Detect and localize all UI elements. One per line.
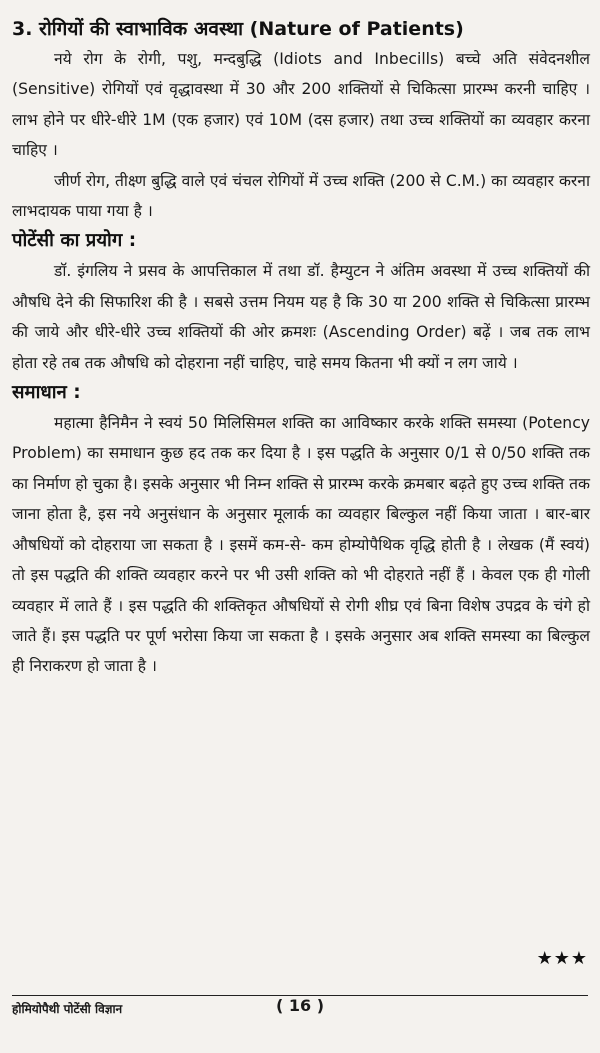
paragraph: डॉ. इंगलिय ने प्रसव के आपत्तिकाल में तथा डॉ. हैम्युटन ने अंतिम अवस्था में उच्च शक्तियों की औषधि देने की सिफारिश की है । सबसे उत्तम नियम यह है कि 30 या 200 शक्ति से चिकित्सा प्रारम्भ की जाये और धीरे-धीरे उच्च शक्तियों की ओर क्रमशः (Ascending Order) बढ़ें । जब तक लाभ होता रहे तब तक औषधि को दोहराना नहीं चाहिए, चाहे समय कितना भी क्यों न लग जाये । — [12, 262, 590, 372]
section-heading-potency-use: पोटेंसी का प्रयोग : — [12, 230, 137, 252]
page-body — [12, 14, 590, 682]
paragraph: नये रोग के रोगी, पशु, मन्दबुद्धि (Idiots and Inbecills) बच्चे अति संवेदनशील (Sensitive) रोगियों एवं वृद्धावस्था में 30 और 200 शक्तियों से चिकित्सा प्रारम्भ करनी चाहिए । लाभ होने पर धीरे-धीरे 1M (एक हजार) एवं 10M (दस हजार) तथा उच्च शक्तियों का व्यवहार करना चाहिए । — [12, 50, 590, 160]
page-footer — [12, 995, 588, 1030]
section-end-ornament: ★★★ — [536, 948, 588, 969]
paragraph: महात्मा हैनिमैन ने स्वयं 50 मिलिसिमल शक्ति का आविष्कार करके शक्ति समस्या (Potency Problem) का समाधान कुछ हद तक कर दिया है । इस पद्धति के अनुसार 0/1 से 0/50 शक्ति तक का निर्माण हो चुका है। इसके अनुसार भी निम्न शक्ति से प्रारम्भ करके क्रमबार बढ़ते हुए उच्च शक्ति तक जाना होता है, इस नये अनुसंधान के अनुसार मूलार्क का व्यवहार बिल्कुल नहीं किया जाता । बार-बार औषधियों को दोहराया जा सकता है । इसमें कम-से- कम होम्योपैथिक वृद्धि होती है । लेखक (मैं स्वयं) तो इस पद्धति की शक्ति व्यवहार करने पर भी उसी शक्ति को भी दोहराते नहीं हैं । केवल एक ही गोली व्यवहार में लाते हैं । इस पद्धति की शक्तिकृत औषधियों से रोगी शीघ्र एवं बिना विशेष उपद्रव के चंगे हो जाते हैं। इस पद्धति पर पूर्ण भरोसा किया जा सकता है । इसके अनुसार अब शक्ति समस्या का बिल्कुल ही निराकरण हो जाता है । — [12, 414, 590, 676]
section-heading-solution: समाधान : — [12, 382, 81, 404]
book-title: होमियोपैथी पोटेंसी विज्ञान — [12, 1002, 123, 1016]
page-number: ( 16 ) — [275, 996, 325, 1015]
section-heading-nature-of-patients: 3. रोगियों की स्वाभाविक अवस्था (Nature of Patients) — [12, 18, 464, 40]
paragraph: जीर्ण रोग, तीक्ष्ण बुद्धि वाले एवं चंचल रोगियों में उच्च शक्ति (200 से C.M.) का व्यवहार करना लाभदायक पाया गया है । — [12, 171, 590, 221]
